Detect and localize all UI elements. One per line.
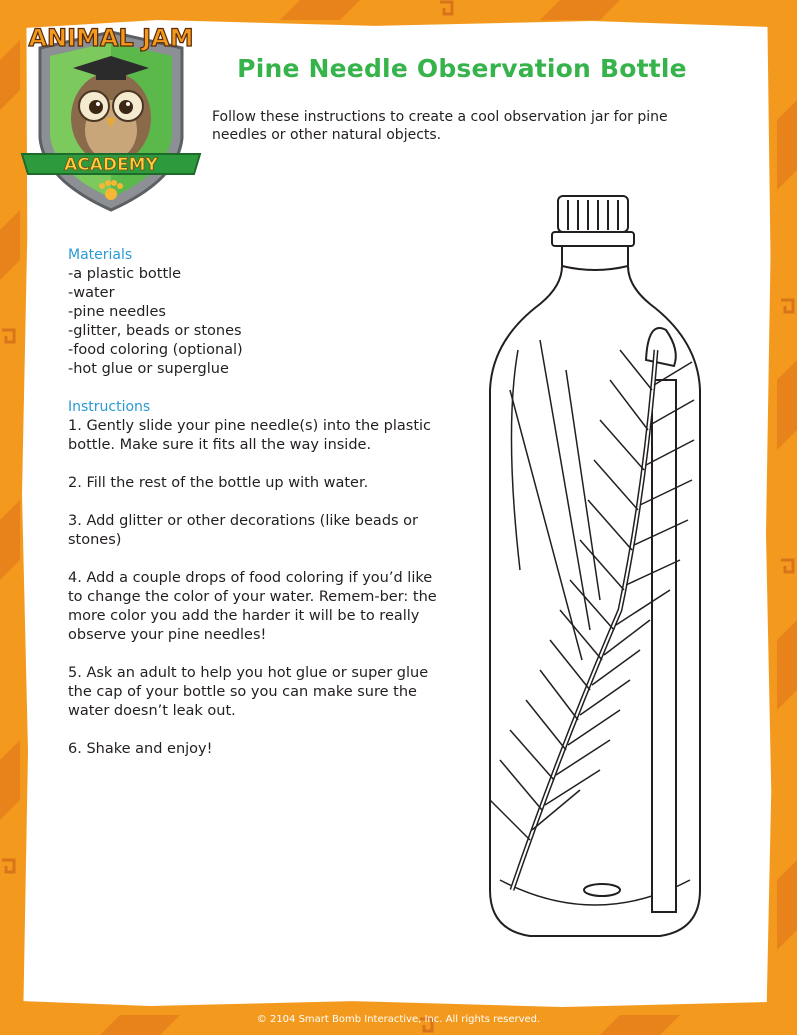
animal-jam-academy-logo xyxy=(18,8,204,214)
logo-banner-text: ACADEMY xyxy=(64,155,158,175)
materials-list xyxy=(68,265,458,379)
step-2: 2. Fill the rest of the bottle up with water. xyxy=(68,475,369,491)
step-3: 3. Add glitter or other decorations (like beads or stones) xyxy=(68,513,419,548)
list-item: -pine needles xyxy=(68,304,166,320)
page-title: Pine Needle Observation Bottle xyxy=(237,54,687,83)
instructions-column xyxy=(68,246,458,778)
copyright-footer: © 2104 Smart Bomb Interactive, Inc. All rights reserved. xyxy=(256,1014,541,1025)
step-1: 1. Gently slide your pine needle(s) into the plastic bottle. Make sure it fits all the way inside. xyxy=(68,418,432,453)
logo-top-text: ANIMAL JAM xyxy=(28,24,194,52)
instructions-heading: Instructions xyxy=(68,399,151,415)
list-item: -water xyxy=(68,285,115,301)
list-item: -food coloring (optional) xyxy=(68,342,243,358)
list-item: -a plastic bottle xyxy=(68,266,182,282)
step-4: 4. Add a couple drops of food coloring if you’d like to change the color of your water. Remem-ber: the more color you add the harder it will be to really observe your pine needles! xyxy=(68,570,437,643)
materials-heading: Materials xyxy=(68,247,133,263)
bottle-illustration xyxy=(470,190,730,945)
list-item: -glitter, beads or stones xyxy=(68,323,242,339)
step-5: 5. Ask an adult to help you hot glue or super glue the cap of your bottle so you can make sure the water doesn’t leak out. xyxy=(68,665,429,719)
intro-text: Follow these instructions to create a cool observation jar for pine needles or other natural objects. xyxy=(212,109,668,143)
step-6: 6. Shake and enjoy! xyxy=(68,741,213,757)
list-item: -hot glue or superglue xyxy=(68,361,229,377)
